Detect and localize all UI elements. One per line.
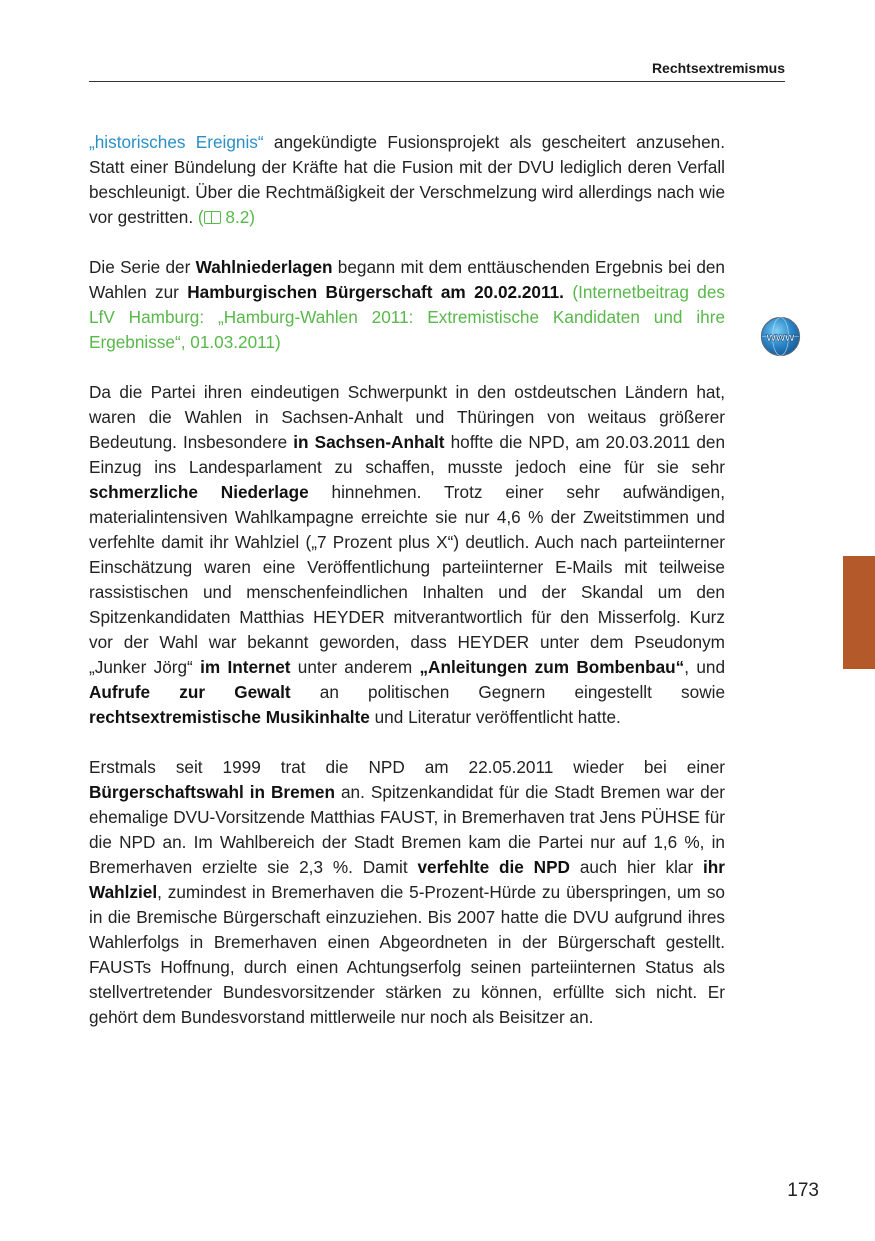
text-span: an politischen Gegnern eingestellt sowie [290, 682, 725, 702]
ref-open: ( [197, 207, 204, 227]
paragraph-3 [89, 380, 725, 730]
text-span: begann mit dem enttäuschenden Ergebnis bei den Wahlen zur [89, 257, 725, 302]
bold-term: ihr Wahlziel [89, 857, 725, 902]
paragraph-1 [89, 130, 725, 230]
bold-term: Bürgerschaftswahl in Bremen [89, 782, 335, 802]
text-span: , zumindest in Bremerhaven die 5-Prozent-Hürde zu überspringen, um so in die Bremische Bürgerschaft einzuziehen. Bis 2007 hatte die DVU aufgrund ihres Wahlerfolgs in Bremerhaven einen Abgeordneten in der Bürgerschaft gestellt. FAUSTs Hoffnung, durch einen Achtungserfolg seinen parteiinternen Status als stellvertretender Bundesvorsitzender stärken zu können, erfüllte sich nicht. Er gehört dem Bundesvorstand mittlerweile nur noch als Beisitzer an. [89, 882, 725, 1027]
text-span: Da die Partei ihren eindeutigen Schwerpunkt in den ostdeutschen Ländern hat, waren die Wahlen in Sachsen-Anhalt und Thüringen von weitaus größerer Bedeutung. Insbesondere [89, 382, 725, 452]
bold-term: rechtsextremistische Musikinhalte [89, 707, 370, 727]
paragraph-4 [89, 755, 725, 1030]
running-header: Rechtsextremismus [651, 60, 785, 76]
text-span: an. Spitzenkandidat für die Stadt Bremen war der ehemalige DVU-Vorsitzende Matthias FAUST, in Bremerhaven trat Jens PÜHSE für die NPD an. Im Wahlbereich der Stadt Bremen kam die Partei nur auf 1,6 %, in Bremerhaven erzielte sie 2,3 %. Damit [89, 782, 725, 877]
header-divider [89, 81, 785, 82]
bold-term: verfehlte die NPD [417, 857, 570, 877]
text-span: unter anderem [290, 657, 420, 677]
text-span: angekündigte Fusionsprojekt als gescheitert anzusehen. Statt einer Bündelung der Kräfte hat die Fusion mit der DVU lediglich deren Verfall beschleunigt. Über die Rechtmäßigkeit der Verschmelzung wird allerdings nach wie vor gestritten. [89, 132, 725, 227]
bold-term: Wahlniederlagen [195, 257, 333, 277]
page-number: 173 [787, 1180, 819, 1201]
chapter-tab-marker [843, 556, 875, 669]
www-globe-icon[interactable] [760, 316, 801, 357]
text-span: und Literatur veröffentlicht hatte. [369, 707, 621, 727]
bold-term: „Anleitungen zum Bombenbau“ [419, 657, 685, 677]
bold-term: schmerzliche Niederlage [89, 482, 309, 502]
cross-reference-link[interactable] [198, 207, 255, 227]
text-span: Die Serie der [89, 257, 196, 277]
main-text [89, 130, 725, 1055]
text-span: hinnehmen. Trotz einer sehr aufwändigen, materialintensiven Wahlkampagne erreichte sie nur 4,6 % der Zweitstimmen und verfehlte damit ihr Wahlziel („7 Prozent plus X“) deutlich. Auch nach parteiinterner Einschätzung waren eine Veröffentlichung parteiinterner E-Mails mit teilweise rassistischen und menschenfeindlichen Inhalten und der Skandal um den Spitzenkandidaten Matthias HEYDER mitverantwortlich für den Misserfolg. Kurz vor der Wahl war bekannt geworden, dass HEYDER unter dem Pseudonym „Junker Jörg“ [89, 482, 725, 677]
text-span: , und [684, 657, 726, 677]
internet-reference-link[interactable]: (Internetbeitrag des LfV Hamburg: „Hamburg-Wahlen 2011: Extremistische Kandidaten und ihre Ergebnisse“, 01.03.2011) [89, 282, 725, 352]
bold-term: in Sachsen-Anhalt [293, 432, 445, 452]
book-icon [204, 211, 221, 224]
bold-term: Aufrufe zur Gewalt [89, 682, 291, 702]
text-span: auch hier klar [569, 857, 704, 877]
ref-text: 8.2) [220, 207, 256, 227]
paragraph-2 [89, 255, 725, 355]
bold-term: Hamburgischen Bürgerschaft am 20.02.2011. [187, 282, 564, 302]
text-span: hoffte die NPD, am 20.03.2011 den Einzug ins Landesparlament zu schaffen, musste jedoch eine für sie sehr [89, 432, 726, 477]
www-label: www [766, 330, 795, 344]
text-span: Erstmals seit 1999 trat die NPD am 22.05.2011 wieder bei einer [89, 757, 725, 777]
bold-term: im Internet [200, 657, 291, 677]
quoted-term: „historisches Ereignis“ [89, 132, 264, 152]
